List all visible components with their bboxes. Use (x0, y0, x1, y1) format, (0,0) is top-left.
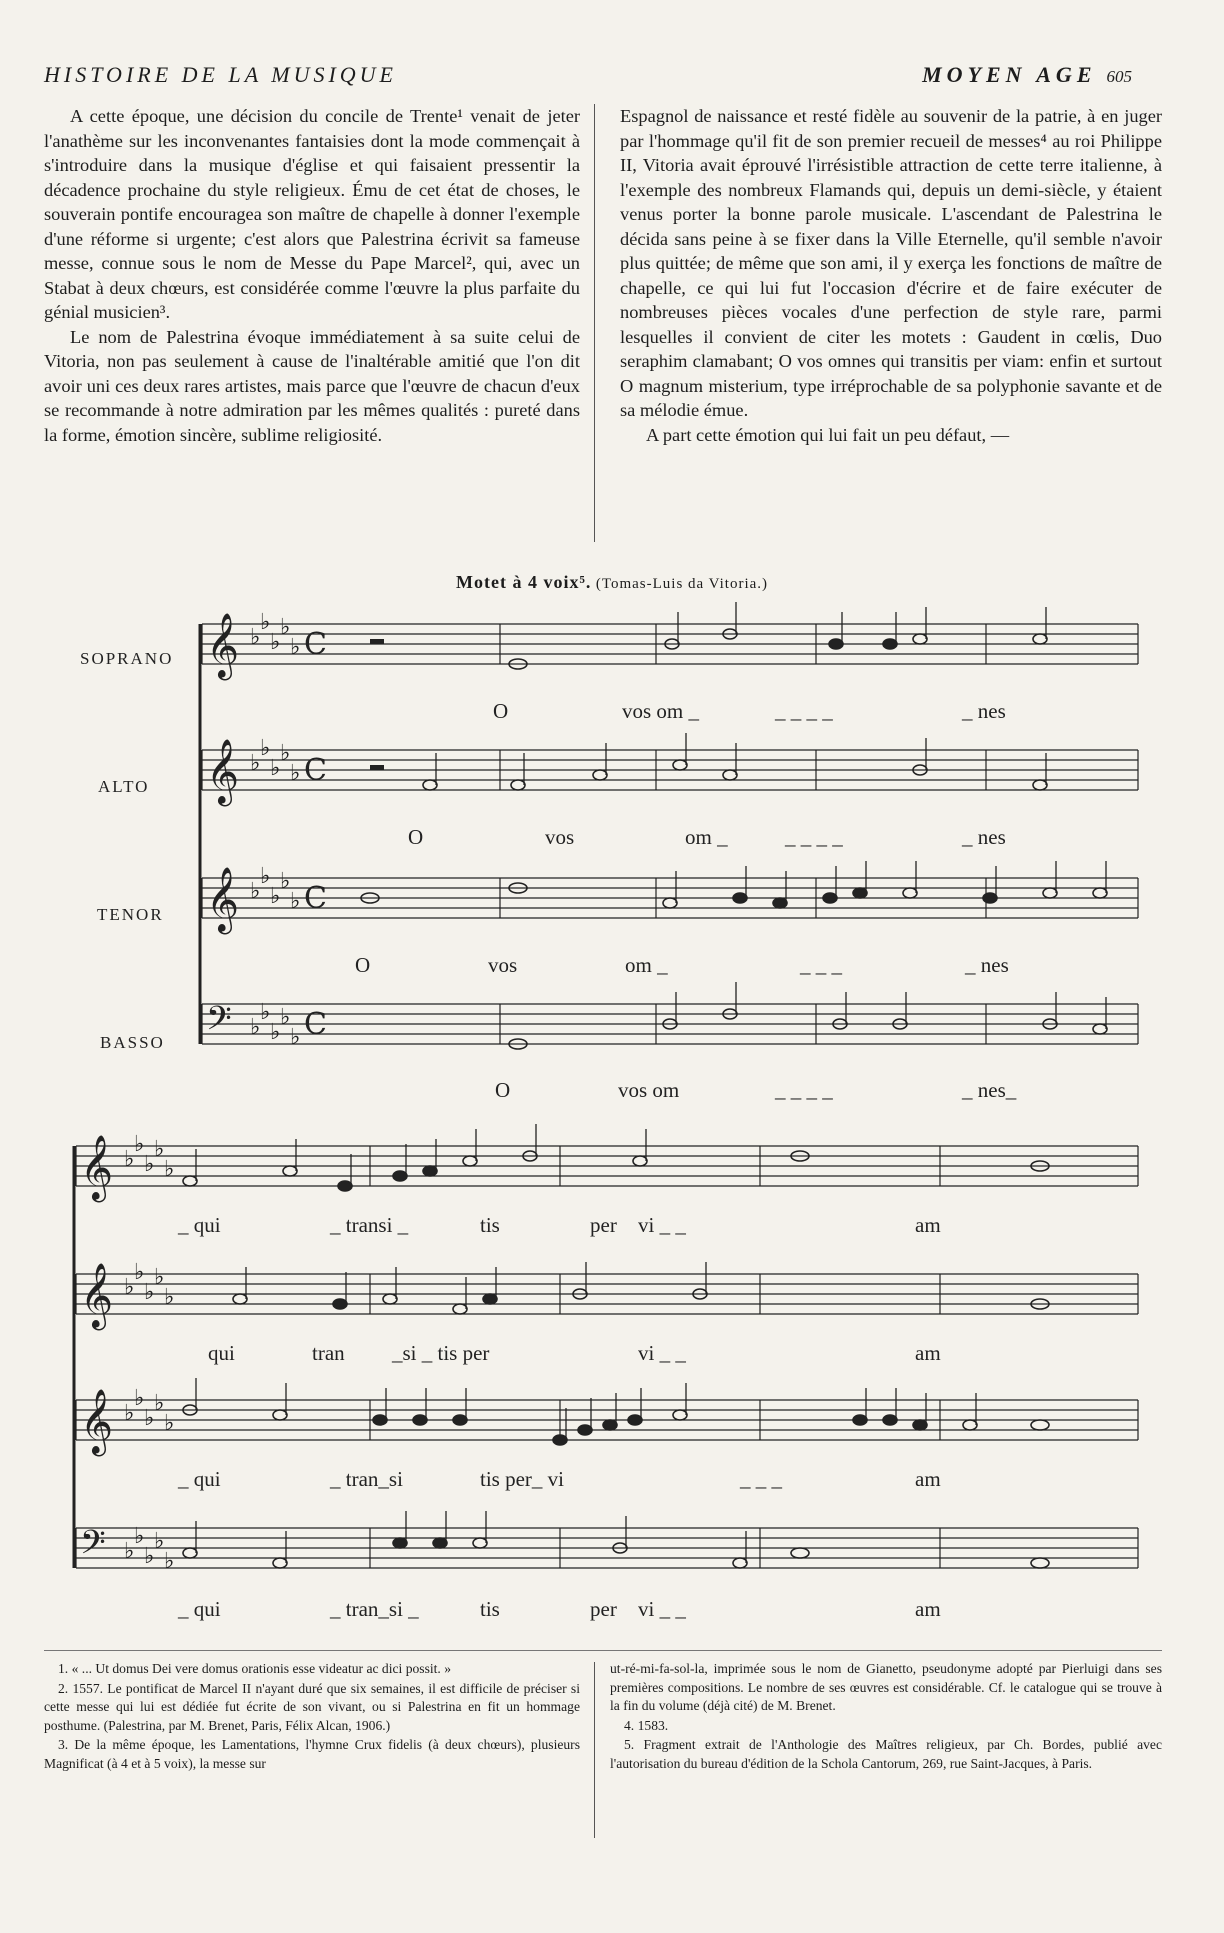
lyric-alto: tran (312, 1341, 345, 1365)
note-head (433, 1538, 447, 1548)
flat-icon: ♭ (144, 1152, 155, 1177)
right-text-column (620, 104, 1162, 447)
lyric-soprano: am (915, 1213, 941, 1237)
footnote: 5. Fragment extrait de l'Anthologie des Maîtres religieux, par Ch. Bordes, publié avec l'autorisation du bureau d'édition de la Schola Cantorum, 269, rue Saint-Jacques, à Paris. (610, 1737, 1162, 1771)
lyric-basso: _ _ _ _ (775, 1078, 833, 1102)
lyric-basso: _ qui (178, 1597, 221, 1621)
flat-icon: ♭ (124, 1401, 135, 1426)
footnote: 4. 1583. (624, 1717, 669, 1733)
flat-icon: ♭ (124, 1275, 135, 1300)
note-head (511, 780, 525, 790)
rest-icon (370, 765, 384, 770)
lyric-soprano: _ transi _ (330, 1213, 409, 1237)
lyric-tenor: _ _ _ (740, 1467, 782, 1491)
note-head (578, 1425, 592, 1435)
paragraph: Le nom de Palestrina évoque immédiatement à sa suite celui de Vitoria, non pas seulement à cause de l'inaltérable amitié que l'on dit avoir uni ces deux rares artistes, mais parce que l'œuvre de chacun d'eux se recommande à notre admiration par les mêmes qualités : pureté dans la forme, émotion sincère, sublime religiosité. (44, 326, 580, 445)
note-head (423, 780, 437, 790)
note-head (733, 893, 747, 903)
lyric-alto: _ _ _ _ (785, 825, 843, 849)
note-head (393, 1538, 407, 1548)
flat-icon: ♭ (260, 864, 271, 889)
flat-icon: ♭ (154, 1265, 165, 1290)
voice-label-tenor: TENOR (97, 905, 164, 924)
treble-clef: 𝄞 (206, 867, 240, 932)
bass-clef: 𝄢 (80, 1524, 106, 1570)
time-signature: C (304, 1007, 327, 1042)
note-head (1033, 634, 1047, 644)
flat-icon: ♭ (260, 736, 271, 761)
note-head (633, 1156, 647, 1166)
lyric-alto: _si _ tis per (392, 1341, 490, 1365)
lyric-tenor: _ tran_si (330, 1467, 403, 1491)
time-signature: C (304, 627, 327, 662)
footnote: 2. 1557. Le pontificat de Marcel II n'ayant duré que six semaines, il est difficile de préciser si cette messe qui lui est dédiée fut écrite de son vivant, ou si Palestrina en fit un hommage posthume. (Palestrina, par M. Brenet, Paris, Félix Alcan, 1906.) (44, 1680, 580, 1733)
note-head (473, 1538, 487, 1548)
note-head (183, 1548, 197, 1558)
voice-label-soprano: SOPRANO (80, 649, 174, 668)
lyric-alto: vos (545, 825, 575, 849)
flat-icon: ♭ (270, 630, 281, 655)
lyric-soprano: O (493, 699, 509, 723)
note-head (1093, 888, 1107, 898)
lyric-alto: vi _ _ (638, 1341, 686, 1365)
voice-label-basso: BASSO (100, 1033, 165, 1052)
score-title: Motet à 4 voix⁵. (455, 572, 592, 592)
flat-icon: ♭ (290, 761, 301, 786)
footnotes-left (44, 1660, 580, 1774)
flat-icon: ♭ (250, 879, 261, 904)
lyric-tenor: _ qui (178, 1467, 221, 1491)
note-head (791, 1548, 809, 1558)
footnote-rule (44, 1650, 1162, 1651)
note-head (413, 1415, 427, 1425)
bass-clef: 𝄢 (206, 1000, 232, 1046)
note-head (1093, 1024, 1107, 1034)
lyric-soprano: _ _ _ _ (775, 699, 833, 723)
flat-icon: ♭ (124, 1539, 135, 1564)
voice-label-alto: ALTO (98, 777, 150, 796)
flat-icon: ♭ (270, 1020, 281, 1045)
flat-icon: ♭ (164, 1285, 175, 1310)
lyric-basso: vos om (618, 1078, 680, 1102)
page-number: 605 (1106, 67, 1132, 86)
lyric-tenor: vos (488, 953, 518, 977)
note-head (453, 1415, 467, 1425)
note-head (673, 1410, 687, 1420)
note-head (913, 1420, 927, 1430)
note-head (1033, 780, 1047, 790)
flat-icon: ♭ (134, 1386, 145, 1411)
lyric-tenor: am (915, 1467, 941, 1491)
treble-clef: 𝄞 (80, 1135, 114, 1200)
flat-icon: ♭ (154, 1529, 165, 1554)
flat-icon: ♭ (134, 1524, 145, 1549)
lyric-alto: _ nes (962, 825, 1006, 849)
note-head (913, 634, 927, 644)
flat-icon: ♭ (260, 1000, 271, 1025)
footnote: ut-ré-mi-fa-sol-la, imprimée sous le nom de Gianetto, pseudonyme adopté par Pierluigi dans ses premières compositions. Le nombre de ses œuvres est considérable. Cf. le catalogue qui se trouve à la fin du volume (déjà cité) de M. Brenet. (610, 1661, 1162, 1713)
flat-icon: ♭ (260, 610, 271, 635)
note-head (1031, 1420, 1049, 1430)
note-head (883, 1415, 897, 1425)
note-head (603, 1420, 617, 1430)
flat-icon: ♭ (164, 1411, 175, 1436)
score-composer: (Tomas-Luis da Vitoria.) (595, 576, 769, 592)
paragraph: A cette époque, une décision du concile de Trente¹ venait de jeter l'anathème sur les inconvenantes fantaisies dont la mode commençait à s'introduire dans la musique d'église et qui faisaient pressentir la décadence prochaine du style religieux. Ému de cet état de choses, le souverain pontife encouragea son maître de chapelle à donner l'exemple d'une réforme si urgente; c'est alors que Palestrina écrivit sa fameuse messe, connue sous le nom de Messe du Pape Marcel², qui, avec un Stabat à deux chœurs, est considérée comme l'œuvre la plus parfaite du génial musicien³. (44, 106, 580, 322)
note-head (383, 1294, 397, 1304)
flat-icon: ♭ (144, 1544, 155, 1569)
note-head (903, 888, 917, 898)
note-head (823, 893, 837, 903)
paragraph: Espagnol de naissance et resté fidèle au souvenir de la patrie, à en juger par l'hommage qu'il fit de son premier recueil de messes⁴ au roi Philippe II, Vitoria avait éprouvé l'irrésistible attraction de cette terre italienne, à l'exemple des nombreux Flamands qui, depuis un demi-siècle, y étaient venus porter la bonne parole musicale. L'ascendant de Palestrina le décida sans peine à se fixer dans la Ville Eternelle, qu'il semble n'avoir plus quittée; de même que son ami, il y exerça les fonctions de maître de chapelle, ce qui lui fut l'occasion d'écrire et de faire exécuter de nombreuses pièces vocales d'une perfection de style rare, parmi lesquelles il convient de citer les motets : Gaudent in cœlis, Duo seraphim clamabant; O vos omnes qui transitis per viam: enfin et surtout O magnum misterium, type irréprochable de sa polyphonie savante et de sa mélodie émue. (620, 106, 1162, 420)
lyric-soprano: per (590, 1213, 617, 1237)
note-head (883, 639, 897, 649)
note-head (373, 1415, 387, 1425)
note-head (773, 898, 787, 908)
flat-icon: ♭ (280, 615, 291, 640)
lyric-basso: _ nes_ (962, 1078, 1017, 1102)
note-head (333, 1299, 347, 1309)
treble-clef: 𝄞 (206, 739, 240, 804)
lyric-basso: tis (480, 1597, 500, 1621)
note-head (853, 888, 867, 898)
lyric-alto: qui (208, 1341, 235, 1365)
note-head (453, 1304, 467, 1314)
flat-icon: ♭ (144, 1406, 155, 1431)
flat-icon: ♭ (290, 1025, 301, 1050)
rest-icon (370, 639, 384, 644)
flat-icon: ♭ (124, 1147, 135, 1172)
footnote: 1. « ... Ut domus Dei vere domus orationis esse videatur ac dici possit. » (58, 1661, 452, 1676)
treble-clef: 𝄞 (80, 1389, 114, 1454)
lyric-tenor: om _ (625, 953, 668, 977)
flat-icon: ♭ (250, 751, 261, 776)
header-title: HISTOIRE DE LA MUSIQUE (44, 62, 397, 87)
lyric-soprano: vi _ _ (638, 1213, 686, 1237)
flat-icon: ♭ (280, 1005, 291, 1030)
lyric-tenor: tis per_ vi (480, 1467, 564, 1491)
note-head (723, 770, 737, 780)
lyric-soprano: tis (480, 1213, 500, 1237)
note-head (338, 1181, 352, 1191)
header-section (922, 62, 1132, 88)
treble-clef: 𝄞 (80, 1263, 114, 1328)
note-head (283, 1166, 297, 1176)
lyric-basso: O (495, 1078, 511, 1102)
lyric-soprano: _ nes (962, 699, 1006, 723)
note-head (1031, 1558, 1049, 1568)
flat-icon: ♭ (270, 756, 281, 781)
flat-icon: ♭ (154, 1137, 165, 1162)
lyric-alto: om _ (685, 825, 728, 849)
flat-icon: ♭ (280, 741, 291, 766)
note-head (273, 1558, 287, 1568)
note-head (463, 1156, 477, 1166)
flat-icon: ♭ (280, 869, 291, 894)
lyric-basso: _ tran_si _ (330, 1597, 419, 1621)
flat-icon: ♭ (164, 1549, 175, 1574)
note-head (1043, 888, 1057, 898)
note-head (273, 1410, 287, 1420)
lyric-tenor: O (355, 953, 371, 977)
time-signature: C (304, 881, 327, 916)
note-head (423, 1166, 437, 1176)
lyric-soprano: vos om _ (622, 699, 700, 723)
lyric-tenor: _ nes (965, 953, 1009, 977)
column-divider (594, 104, 595, 542)
lyric-tenor: _ _ _ (800, 953, 842, 977)
flat-icon: ♭ (134, 1132, 145, 1157)
flat-icon: ♭ (290, 635, 301, 660)
running-header (44, 62, 1132, 92)
note-head (553, 1435, 567, 1445)
flat-icon: ♭ (270, 884, 281, 909)
footnote-divider (594, 1662, 595, 1838)
flat-icon: ♭ (164, 1157, 175, 1182)
flat-icon: ♭ (250, 625, 261, 650)
footnote: 3. De la même époque, les Lamentations, l'hymne Crux fidelis (à deux chœurs), plusieurs Magnificat (à 4 et à 5 voix), la messe sur (44, 1737, 580, 1771)
lyric-basso: per (590, 1597, 617, 1621)
lyric-basso: vi _ _ (638, 1597, 686, 1621)
lyric-alto: O (408, 825, 424, 849)
score-caption (0, 572, 1224, 593)
note-head (853, 1415, 867, 1425)
note-head (483, 1294, 497, 1304)
note-head (183, 1176, 197, 1186)
note-head (663, 898, 677, 908)
lyric-alto: am (915, 1341, 941, 1365)
header-section-label: MOYEN AGE (922, 62, 1097, 87)
lyric-basso: am (915, 1597, 941, 1621)
note-head (829, 639, 843, 649)
flat-icon: ♭ (250, 1015, 261, 1040)
note-head (393, 1171, 407, 1181)
note-head (733, 1558, 747, 1568)
time-signature: C (304, 753, 327, 788)
note-head (963, 1420, 977, 1430)
note-head (233, 1294, 247, 1304)
footnotes-right (610, 1660, 1162, 1774)
flat-icon: ♭ (134, 1260, 145, 1285)
note-head (983, 893, 997, 903)
lyric-soprano: _ qui (178, 1213, 221, 1237)
paragraph: A part cette émotion qui lui fait un peu défaut, — (646, 424, 1010, 445)
note-head (673, 760, 687, 770)
note-head (593, 770, 607, 780)
note-head (628, 1415, 642, 1425)
flat-icon: ♭ (290, 889, 301, 914)
treble-clef: 𝄞 (206, 613, 240, 678)
flat-icon: ♭ (144, 1280, 155, 1305)
flat-icon: ♭ (154, 1391, 165, 1416)
left-text-column (44, 104, 580, 447)
musical-score (40, 600, 1180, 1640)
